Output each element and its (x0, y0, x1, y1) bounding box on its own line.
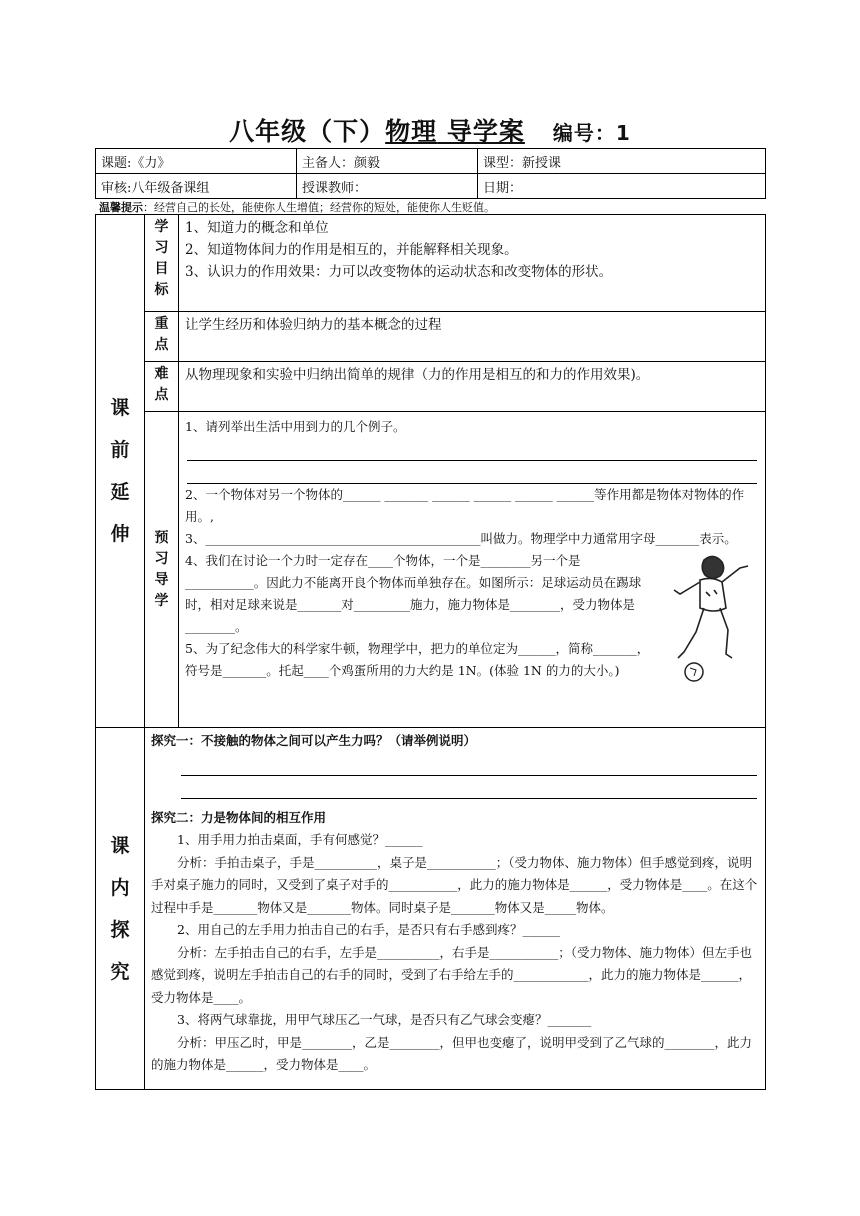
title-grade: 八年级（下） (229, 117, 386, 146)
preview-label: 预 习 导 学 (145, 412, 179, 728)
inquiry-a2: 分析：左手拍击自己的右手，左手是__________，右手是___________；（受力物体、施力物体）但左手也感觉到疼，说明左手拍击自己的右手的同时，受到了右手给左手的____________，此力的施力物体是______，受力物体是____。 (151, 944, 753, 1005)
goals-content (179, 215, 766, 312)
title-subject: 物理 (385, 117, 438, 146)
answer-line[interactable] (187, 461, 757, 484)
main-table (95, 214, 766, 1090)
answer-line[interactable] (187, 438, 757, 461)
section-inclass: 课 内 探 究 (96, 728, 145, 1090)
tip-text: ：经营自己的长处，能使你人生增值；经营你的短处，能使你人生贬值。 (143, 201, 495, 214)
preview-q3: 3、____________________________________________叫做力。物理学中力通常用字母_______表示。 (185, 531, 737, 546)
key-content: 让学生经历和体验归纳力的基本概念的过程 (179, 312, 766, 362)
preview-q2: 2、一个物体对另一个物体的______ _______ ______ ______ ______ ______等作用都是物体对物体的作用。, (185, 487, 745, 524)
inquiry-2-title: 探究二：力是物体间的相互作用 (151, 809, 327, 825)
info-teacher: 授课教师： (297, 174, 478, 199)
difficulty-content: 从物理现象和实验中归纳出简单的规律（力的作用是相互的和力的作用效果)。 (179, 362, 766, 412)
answer-line[interactable] (181, 753, 757, 776)
preview-content (179, 412, 766, 728)
inquiry-q3: 3、将两气球靠拢，用甲气球压乙一气球，是否只有乙气球会变瘪？_______ (177, 1012, 592, 1027)
tip-label: 温馨提示 (99, 201, 143, 214)
inquiry-content (145, 728, 766, 1090)
section-pre: 课 前 延 伸 (96, 215, 145, 728)
inquiry-q1: 1、用手用力拍击桌面，手有何感觉？______ (177, 832, 423, 847)
difficulty-label: 难 点 (145, 362, 179, 412)
football-player-figure (664, 552, 759, 687)
doc-number: 编号：1 (552, 121, 631, 145)
goal-item: 2、知道物体间力的作用是相互的，并能解释相关现象。 (185, 242, 518, 258)
goal-item: 1、知道力的概念和单位 (185, 220, 329, 236)
inquiry-a3: 分析：甲压乙时，甲是________，乙是________，但甲也变瘪了，说明甲受到了乙气球的________，此力的施力物体是______，受力物体是____。 (151, 1034, 753, 1072)
inquiry-1-title: 探究一：不接触的物体之间可以产生力吗？（请举例说明） (151, 733, 477, 748)
info-review: 审核:八年级备课组 (96, 174, 297, 199)
goal-item: 3、认识力的作用效果：力可以改变物体的运动状态和改变物体的形状。 (185, 264, 613, 280)
info-date: 日期： (478, 174, 766, 199)
key-label: 重 点 (145, 312, 179, 362)
inquiry-a1: 分析：手拍击桌子，手是__________，桌子是___________；（受力物体、施力物体）但手感觉到疼，说明手对桌子施力的同时，又受到了桌子对手的___________，此力的施力物体是______，受力物体是____。在这个过程中手是_______物体又是_______物体。同时桌子是_______物体又是_____物体。 (151, 854, 758, 915)
inquiry-q2: 2、用自己的左手用力拍击自己的右手，是否只有右手感到疼？______ (177, 922, 560, 937)
info-topic: 课题:《力》 (96, 149, 297, 174)
goals-label: 学 习 目 标 (145, 215, 179, 312)
preview-q4: 4、我们在讨论一个力时一定存在____个物体，一个是________另一个是___________。因此力不能离开良个物体而单独存在。如图所示：足球运动员在踢球时，相对足球来说是_______对_________施力，施力物体是________，受力物体是________。 (185, 553, 642, 634)
preview-q5: 5、为了纪念伟大的科学家牛顿，物理学中，把力的单位定为______，简称_______，符号是_______。托起____个鸡蛋所用的力大约是 1N。(体验 1N 的力的大小。) (185, 641, 650, 678)
info-type: 课型：新授课 (478, 149, 766, 174)
answer-line[interactable] (181, 776, 757, 799)
info-author: 主备人：颜毅 (297, 149, 478, 174)
info-table (95, 148, 766, 199)
warm-tip (99, 199, 495, 215)
page-title (0, 112, 860, 148)
preview-q1: 1、请列举出生活中用到力的几个例子。 (185, 419, 406, 434)
title-doc: 导学案 (437, 117, 525, 146)
